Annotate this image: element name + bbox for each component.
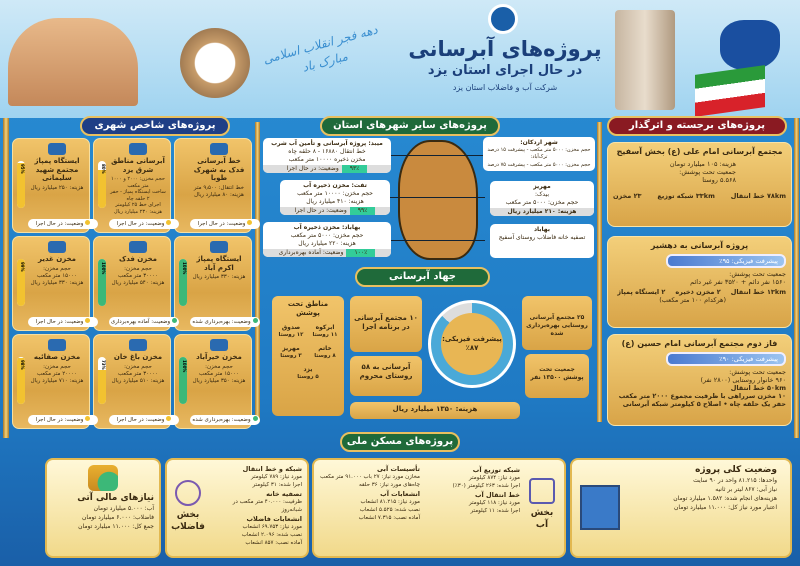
urban-project-card [93,138,171,233]
coverage-area-item [294,366,322,381]
company-logo-icon [488,4,518,34]
status-text: وضعیت: در حال اجرا [197,221,246,227]
project-icon [210,339,228,351]
card-title: مجتمع آبرسانی امام علی (ع) بخش آسفیج [616,147,783,156]
mehriz-project-card [490,181,594,216]
pipe-decoration [3,118,9,438]
project-detail: حجم مخزن: [124,265,152,272]
progress-value: 73% [101,360,106,370]
card-title: بهاباد [533,226,551,233]
population-label: جمعیت تحت پوشش: [679,168,736,176]
page-title: پروژه‌های آبرسانی [408,37,602,61]
bahabad-reservoir-card [263,222,391,257]
section-line: مورد نیاز: ۶۹.۷۵۳ انشعاب [242,524,302,530]
project-icon [129,143,147,155]
status-dot-icon [85,220,90,225]
project-detail: هزینه: ۲۵۰ میلیارد ریال [30,184,84,191]
project-detail: ۲۰۰۰۰ متر مکعب [37,370,77,377]
card-line: حجم مخزن: ۱۰۰۰۰ متر مکعب [297,190,373,197]
urban-project-card [12,138,90,233]
progress-value: 100% [101,262,106,275]
status-dot-icon [253,416,258,421]
status-badge [190,219,260,229]
progress-fill [98,170,106,208]
project-icon [48,241,66,253]
overview-line: واحدها: ۸۱.۲۱۵ واحد در ۹۰ سایت [693,477,777,484]
progress-bar [98,161,106,208]
section-heading: انشعابات آب [380,490,420,498]
population-label: جمعیت تحت پوشش: [729,368,786,376]
sewer-section-label: بخش فاضلاب [171,510,205,532]
project-detail: هزینه: ۳۳۰ میلیارد ریال [30,279,84,286]
progress-value: 100% [182,360,187,373]
urban-project-card [12,236,90,331]
sewer-pipes-icon [175,480,201,506]
progress-bar [179,259,187,306]
status-text: وضعیت: در حال اجرا [35,319,84,325]
stat-reservoirs: ۲ مخزن ذخیره [675,288,721,296]
project-detail: ۱۵۰۰۰ متر مکعب [37,272,77,279]
section-line: مورد نیاز: ۸۱.۲۱۵ انشعاب [360,499,420,505]
building-icon [580,485,620,530]
area-villages: ۳ روستا [280,353,302,359]
section-line: اجرا شده: ۲۶۳ کیلومتر (۳۰٪) [452,483,520,489]
status-text: وضعیت: آماده بهره‌برداری [110,319,171,325]
pipe-decoration [794,118,799,438]
status-dot-icon [85,318,90,323]
population-value: ۵.۵۶۸ روستا [702,176,736,184]
section-heading: شبکه توزیع آب [472,466,520,474]
status-badge [28,219,98,229]
status-text: وضعیت: بهره‌برداری شده [192,417,251,423]
housing-overview-card [570,458,792,558]
progress-badge: ۹۳٪ [342,165,368,173]
section-heading: انشعابات فاضلاب [246,515,302,523]
stat-note: (هرکدام ۱۰۰ متر مکعب) [659,296,726,304]
jahad-cost-bar: هزینه: ۱۳۵۰ میلیارد ریال [350,402,520,419]
banner-urban-projects: پروژه‌های شاخص شهری [80,116,230,136]
card-line: ترک‌آباد: [530,154,548,160]
card-line: هزینه: ۲۲۰ میلیارد ریال [298,240,356,247]
finance-line: جمع کل: ۱۱.۰۰۰ میلیارد تومان [78,523,154,530]
stat-pumping: ۲ ایستگاه پمپاژ [617,288,666,296]
project-detail: هزینه: ۵۴۰ میلیارد ریال [111,279,165,286]
population-box: جمعیت تحت پوشش ۱۳۵۰۰ نفر [525,354,589,398]
item-line: ۱۰ مخزن سرراهی با ظرفیت مجموع ۲۰۰۰ متر مکعب [618,392,786,400]
meybod-project-card [263,138,391,173]
section-heading: تصفیه خانه [266,490,302,498]
card-line: حجم مخزن: ۵۰۰۰ متر مکعب [505,199,579,206]
area-name: یزد [303,366,313,373]
status-text: وضعیت: در حال اجرا [294,207,347,214]
project-detail: خط انتقال: ۹٫۵۰۰ متر [193,184,245,191]
card-line: بیدک: [534,191,550,198]
project-icon [129,241,147,253]
notable-project-card [607,236,792,328]
project-icon [129,339,147,351]
water-section-label: بخش آب [530,508,554,530]
status-dot-icon [166,220,171,225]
card-title: شهر اردکان: [520,139,558,146]
population-value: ۹۶۰ خانوار روستایی (۲۸۰۰ نفر) [700,376,786,384]
area-name: صدوق [281,324,301,331]
card-title: میبد: پروژه آبرسانی و تأمین آب شرب [271,140,383,147]
card-title: پروژه آبرسانی به دهشیر [650,241,749,250]
notable-project-card [607,142,792,227]
project-detail: ۳۰۰۰۰ متر مکعب [118,272,158,279]
taft-project-card [280,180,390,215]
status-text: وضعیت: در حال اجرا [116,417,165,423]
physical-progress-ring [428,300,516,388]
progress-bar [17,259,25,306]
notable-project-card [607,334,792,426]
connector-line [390,240,485,241]
status-badge [190,317,260,327]
card-line: هزینه: ۴۱۰ میلیارد ریال [306,198,364,205]
item-line: ۵۰km خط انتقال [730,384,786,392]
iran-flag-icon [695,65,765,117]
overview-line: هزینه‌های انجام شده: ۱.۵۸۲ میلیارد تومان [673,495,777,502]
project-name: مخزن باغ خان [113,353,163,361]
section-heading: شبکه و خط انتقال [242,465,302,473]
status-text: وضعیت: در حال اجرا [286,165,339,172]
water-section-card [312,458,566,558]
project-icon [48,143,66,155]
sewer-section-card [165,458,309,558]
project-detail: ۱۵۰۰۰ متر مکعب [199,370,239,377]
project-name: آبرسانی مناطق شرق یزد [111,157,165,174]
header [0,0,800,118]
coins-check-icon [88,465,118,491]
greeting-calligraphy: دهه فجر انقلاب اسلامی مبارک باد [261,22,380,75]
status-badge [190,415,260,425]
connector-line [390,155,485,156]
page-title-block [405,36,605,93]
coverage-area-item [311,324,339,339]
stat-transmission: ۷۸km خط انتقال [730,192,786,200]
status-badge [109,317,179,327]
project-name: مخزن فدک [119,255,157,263]
section-line: مخازن مورد نیاز: ۲۷ باب ۹۱.۰۰۰ متر مکعب [320,474,420,480]
card-line: حجم مخزن: ۵۰۰۰ متر مکعب [290,232,364,239]
urban-project-card [93,236,171,331]
project-detail: حجم مخزن: [124,363,152,370]
status-text: وضعیت: آماده بهره‌برداری [278,249,344,256]
card-line: حجم مخزن: ۵۰۰۰ متر مکعب - پیشرفت ۱۵ درصد [487,146,591,153]
section-line: اجرا شده: ۱۱ کیلومتر [470,508,520,514]
villages-box: آبرسانی به ۵۸ روستای محروم [350,356,422,396]
progress-badge: ۱۰۰٪ [346,249,375,257]
banner-housing: پروژه‌های مسکن ملی [340,432,460,452]
status-text: وضعیت: در حال اجرا [35,417,84,423]
page-subtitle: در حال اجرای استان یزد [427,63,583,78]
complexes-box: ۱۰ مجتمع آبرسانی در برنامه اجرا [350,296,422,352]
finance-line: آب: ۵.۰۰۰ میلیارد تومان [93,505,154,512]
pipe-decoration [255,122,260,422]
status-text: وضعیت: بهره‌برداری شده [192,319,251,325]
connector-line [390,197,485,198]
area-name: مهریز [282,345,300,352]
card-line: تصفیه خانه فاضلاب روستای آسفیج [498,234,586,241]
section-line: ظرفیت: ۴۰.۰۰۰ متر مکعب در شبانه‌روز [232,499,302,513]
urban-project-card [174,138,252,233]
section-line: چاه‌های مورد نیاز: ۳۶ حلقه [359,482,420,488]
historic-building-image [8,18,138,106]
banner-notable-projects: پروژه‌های برجسته و اثرگذار [607,116,787,136]
company-name: شرکت آب و فاضلاب استان یزد [452,83,558,92]
finance-card [45,458,161,558]
item-line: حفر یک حلقه چاه • اصلاح ۵ کیلومتر شبکه آبرسانی [622,400,786,408]
progress-bar [17,357,25,404]
section-line: آماده نصب: ۷.۳۱۵ انشعاب [358,515,420,521]
project-name: مخزن خیرآباد [196,353,242,361]
project-detail: اجرای خط ۲۵ کیلومتر [115,202,161,208]
card-title: مهریز [533,183,551,190]
section-line: مورد نیاز: ۷۸۹ کیلومتر [251,474,302,480]
progress-badge: ۹۹٪ [350,207,376,215]
pipe-decoration [597,122,602,422]
project-detail: هزینه: ۳۵۰ میلیارد ریال [192,377,246,384]
progress-bar [98,357,106,404]
card-title: تفت: مخزن ذخیره آب [303,182,367,189]
project-detail: حجم مخزن: [43,363,71,370]
progress-value: 100% [182,262,187,275]
card-line: حجم مخزن: ۵۰۰۰ متر مکعب - پیشرفت ۷۵ درصد [487,161,591,168]
status-dot-icon [85,416,90,421]
area-name: خاتم [318,345,332,352]
overview-line: نیاز آبی: ۸۶۷ لیتر بر ثانیه [715,486,777,493]
population-value: ۱۵۶۰ نفر دائم + ۳۵۲۰ نفر غیر دائم [690,278,786,286]
water-pipe-icon [529,478,555,504]
project-name: خط آبرسانی فدک به شهرک طوبا [193,157,245,182]
project-detail: هزینه: ۳۳۰ میلیارد ریال [192,274,246,280]
project-detail: حجم مخزن: [205,363,233,370]
area-villages: ۸ روستا [314,353,336,359]
area-villages: ۵ روستا [297,374,319,380]
stat-reservoirs: ۲۳ مخزن [613,192,642,200]
status-text: وضعیت: در حال اجرا [116,221,165,227]
cost-text: هزینه: ۲۱۰ میلیارد ریال [490,208,594,216]
yazd-province-map [398,140,478,260]
progress-value: 98% [20,360,25,370]
finance-line: فاضلاب: ۶.۰۰۰ میلیارد تومان [81,514,154,521]
status-badge [28,317,98,327]
operated-complexes-box: ۲۵ مجتمع آبرسانی روستایی بهره‌برداری شده [522,296,592,350]
progress-bar: پیشرفت فیزیکی: ۹۵٪ [666,254,786,268]
section-line: اجرا شده: ۳۱ کیلومتر [252,482,302,488]
coverage-areas-box [272,296,344,416]
project-icon [210,143,228,155]
progress-bar [179,357,187,404]
urban-project-card [174,334,252,429]
stat-distribution: ۳۳km شبکه توزیع [657,192,715,200]
status-dot-icon [253,318,258,323]
area-villages: ۱۲ روستا [278,332,304,338]
areas-title: مناطق تحت پوشش [287,300,329,317]
urban-project-card [12,334,90,429]
stat-transmission: ۱۳km خط انتقال [730,288,786,296]
section-line: نصب شده: ۵.۵۲۵ انشعاب [359,507,420,513]
cost-text: هزینه: ۱۰۵ میلیارد تومان [669,160,736,168]
urban-project-card [174,236,252,331]
section-line: مورد نیاز: ۸۷۴ کیلومتر [469,475,520,481]
project-name: ایستگاه پمپاژ مجتمع شهید سلیمانی [34,157,80,182]
section-heading: تأسیسات آبی [376,465,420,473]
progress-fill [98,370,106,404]
status-badge [109,415,179,425]
card-title: فاز دوم مجتمع آبرسانی امام حسین (ع) [621,339,778,348]
province-map-icon [720,20,780,70]
overview-title: وضعیت کلی پروژه [695,465,777,475]
section-line: نصب شده: ۲.۰۹۶ انشعاب [241,532,302,538]
project-name: مخزن غدیر [38,255,76,263]
project-icon [48,339,66,351]
status-dot-icon [166,416,171,421]
progress-bar [98,259,106,306]
leaders-portrait [180,28,250,98]
section-line: آماده نصب: ۸۵۷ انشعاب [245,540,302,546]
project-name: مخزن صفائیه [33,353,81,361]
status-dot-icon [247,220,252,225]
coverage-area-item [277,345,305,360]
project-name: ایستگاه پمپاژ اکرم آباد [196,255,242,272]
card-title: بهاباد: مخزن ذخیره آب [293,224,361,231]
progress-value: 95% [20,164,25,174]
project-detail: حجم مخزن: [43,265,71,272]
status-badge [28,415,98,425]
progress-bar: پیشرفت فیزیکی: ۹۰٪ [666,352,786,366]
bahabad-treatment-card [490,224,594,258]
project-detail: ۳۰۰۰۰ متر مکعب [118,370,158,377]
finance-title: نیازهای مالی آتی [77,493,154,503]
project-detail: ساخت ایستگاه پمپاژ - حفر ۲ حلقه چاه [110,189,166,202]
overview-line: اعتبار مورد نیاز کل: ۱۱.۰۰۰ میلیارد تومان [673,504,777,511]
project-detail: هزینه: ۵۱۰ میلیارد ریال [111,377,165,384]
project-detail: حجم مخزن: ۲۰۰۰ و ۱۰۰۰ متر مکعب [111,176,165,189]
banner-province-projects: پروژه‌های سایر شهرهای استان [320,116,500,136]
population-label: جمعیت تحت پوشش: [729,270,786,278]
area-villages: ۱۱ روستا [312,332,338,338]
section-line: مورد نیاز: ۱۱۸ کیلومتر [469,500,520,506]
area-name: ابرکوه [315,324,335,331]
status-badge [109,219,179,229]
card-line: مخزن ذخیره ۱۰۰۰۰ متر مکعب [288,156,366,163]
coverage-area-item [277,324,305,339]
urban-project-card [93,334,171,429]
section-heading: خط انتقال آب [474,491,520,499]
progress-value: 80% [101,164,106,174]
card-line: خط انتقال ۱۶۸۸۰ - ۸ حلقه چاه [288,148,366,155]
status-dot-icon [172,318,177,323]
status-text: وضعیت: در حال اجرا [35,221,84,227]
progress-label: پیشرفت فیزیکی: [442,335,502,343]
water-tower-image [615,10,675,110]
project-icon [210,241,228,253]
coverage-area-item [311,345,339,360]
project-detail: هزینه: ۷۱۰ میلیارد ریال [30,377,84,384]
progress-value: ٪۸۷ [465,344,479,352]
ardakan-project-card [483,137,595,171]
banner-jahad: جهاد آبرسانی [355,267,490,287]
progress-bar [17,161,25,208]
project-detail: هزینه: ۲۳۰ میلیارد ریال [114,208,162,215]
progress-value: 99% [20,262,25,272]
project-detail: هزینه: ۸۰ میلیارد ریال [194,191,244,198]
